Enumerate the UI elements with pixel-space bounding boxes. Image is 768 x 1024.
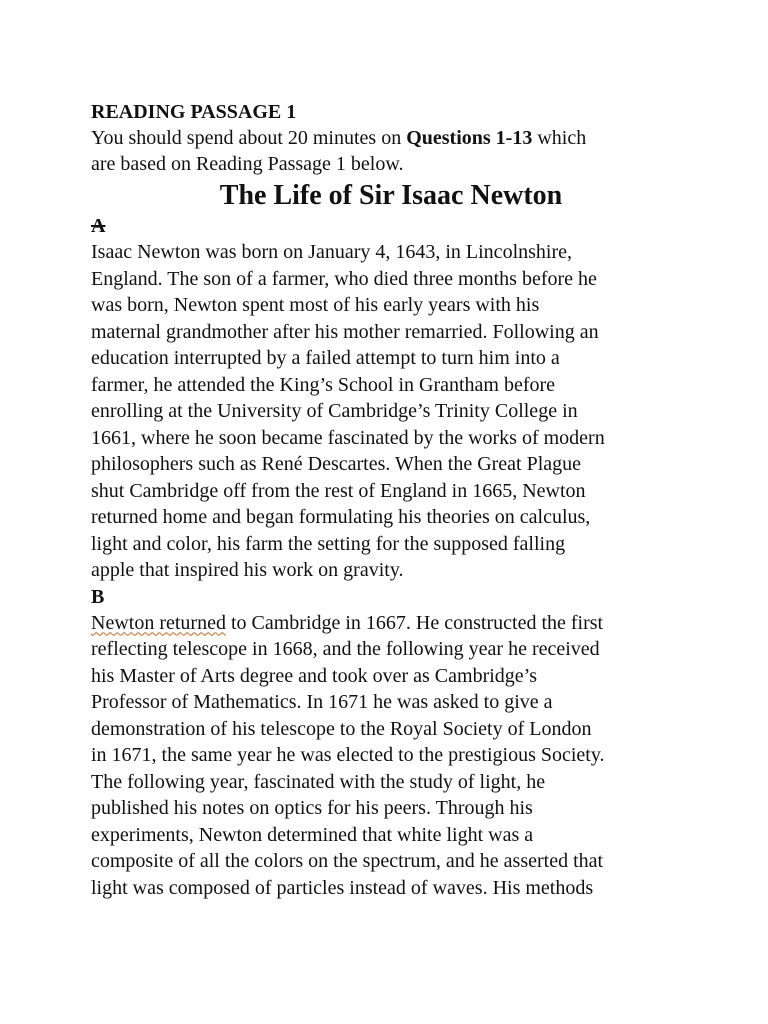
document-page xyxy=(91,99,691,901)
paragraph-b xyxy=(91,610,691,902)
passage-title: The Life of Sir Isaac Newton xyxy=(219,180,563,211)
intro-text-end: which are based on Reading Passage 1 below. xyxy=(91,127,587,175)
intro-text-start: You should spend about 20 minutes on xyxy=(91,127,407,149)
paragraph-b-text: to Cambridge in 1667. He constructed the first reflecting telescope in 1668, and the following year he received his Master of Arts degree and took over as Cambridge’s Professor of Mathematics. In 1671 he was asked to give a demonstration of his telescope to the Royal Society of London in 1671, the same year he was elected to the prestigious Society. The following year, fascinated with the study of light, he published his notes on optics for his peers. Through his experiments, Newton determined that white light was a composite of all the colors on the spectrum, and he asserted that light was composed of particles instead of waves. His methods xyxy=(91,611,605,899)
intro-questions-range: Questions 1-13 xyxy=(406,127,533,149)
spellcheck-flagged-text[interactable]: Newton returned xyxy=(91,611,226,634)
paragraph-letter-b: B xyxy=(91,585,105,608)
paragraph-a: Isaac Newton was born on January 4, 1643, in Lincolnshire, England. The son of a farmer, who died three months before he was born, Newton spent most of his early years with his maternal grandmother after his mother remarried. Following an education interrupted by a failed attempt to turn him into a farmer, he attended the King’s School in Grantham before enrolling at the University of Cambridge’s Trinity College in 1661, where he soon became fascinated by the works of modern philosophers such as René Descartes. When the Great Plague shut Cambridge off from the rest of England in 1665, Newton returned home and began formulating his theories on calculus, light and color, his farm the setting for the supposed falling apple that inspired his work on gravity. xyxy=(91,241,605,581)
intro-instructions xyxy=(91,125,691,177)
paragraph-letter-a: A xyxy=(91,215,106,237)
section-label: READING PASSAGE 1 xyxy=(91,101,297,123)
